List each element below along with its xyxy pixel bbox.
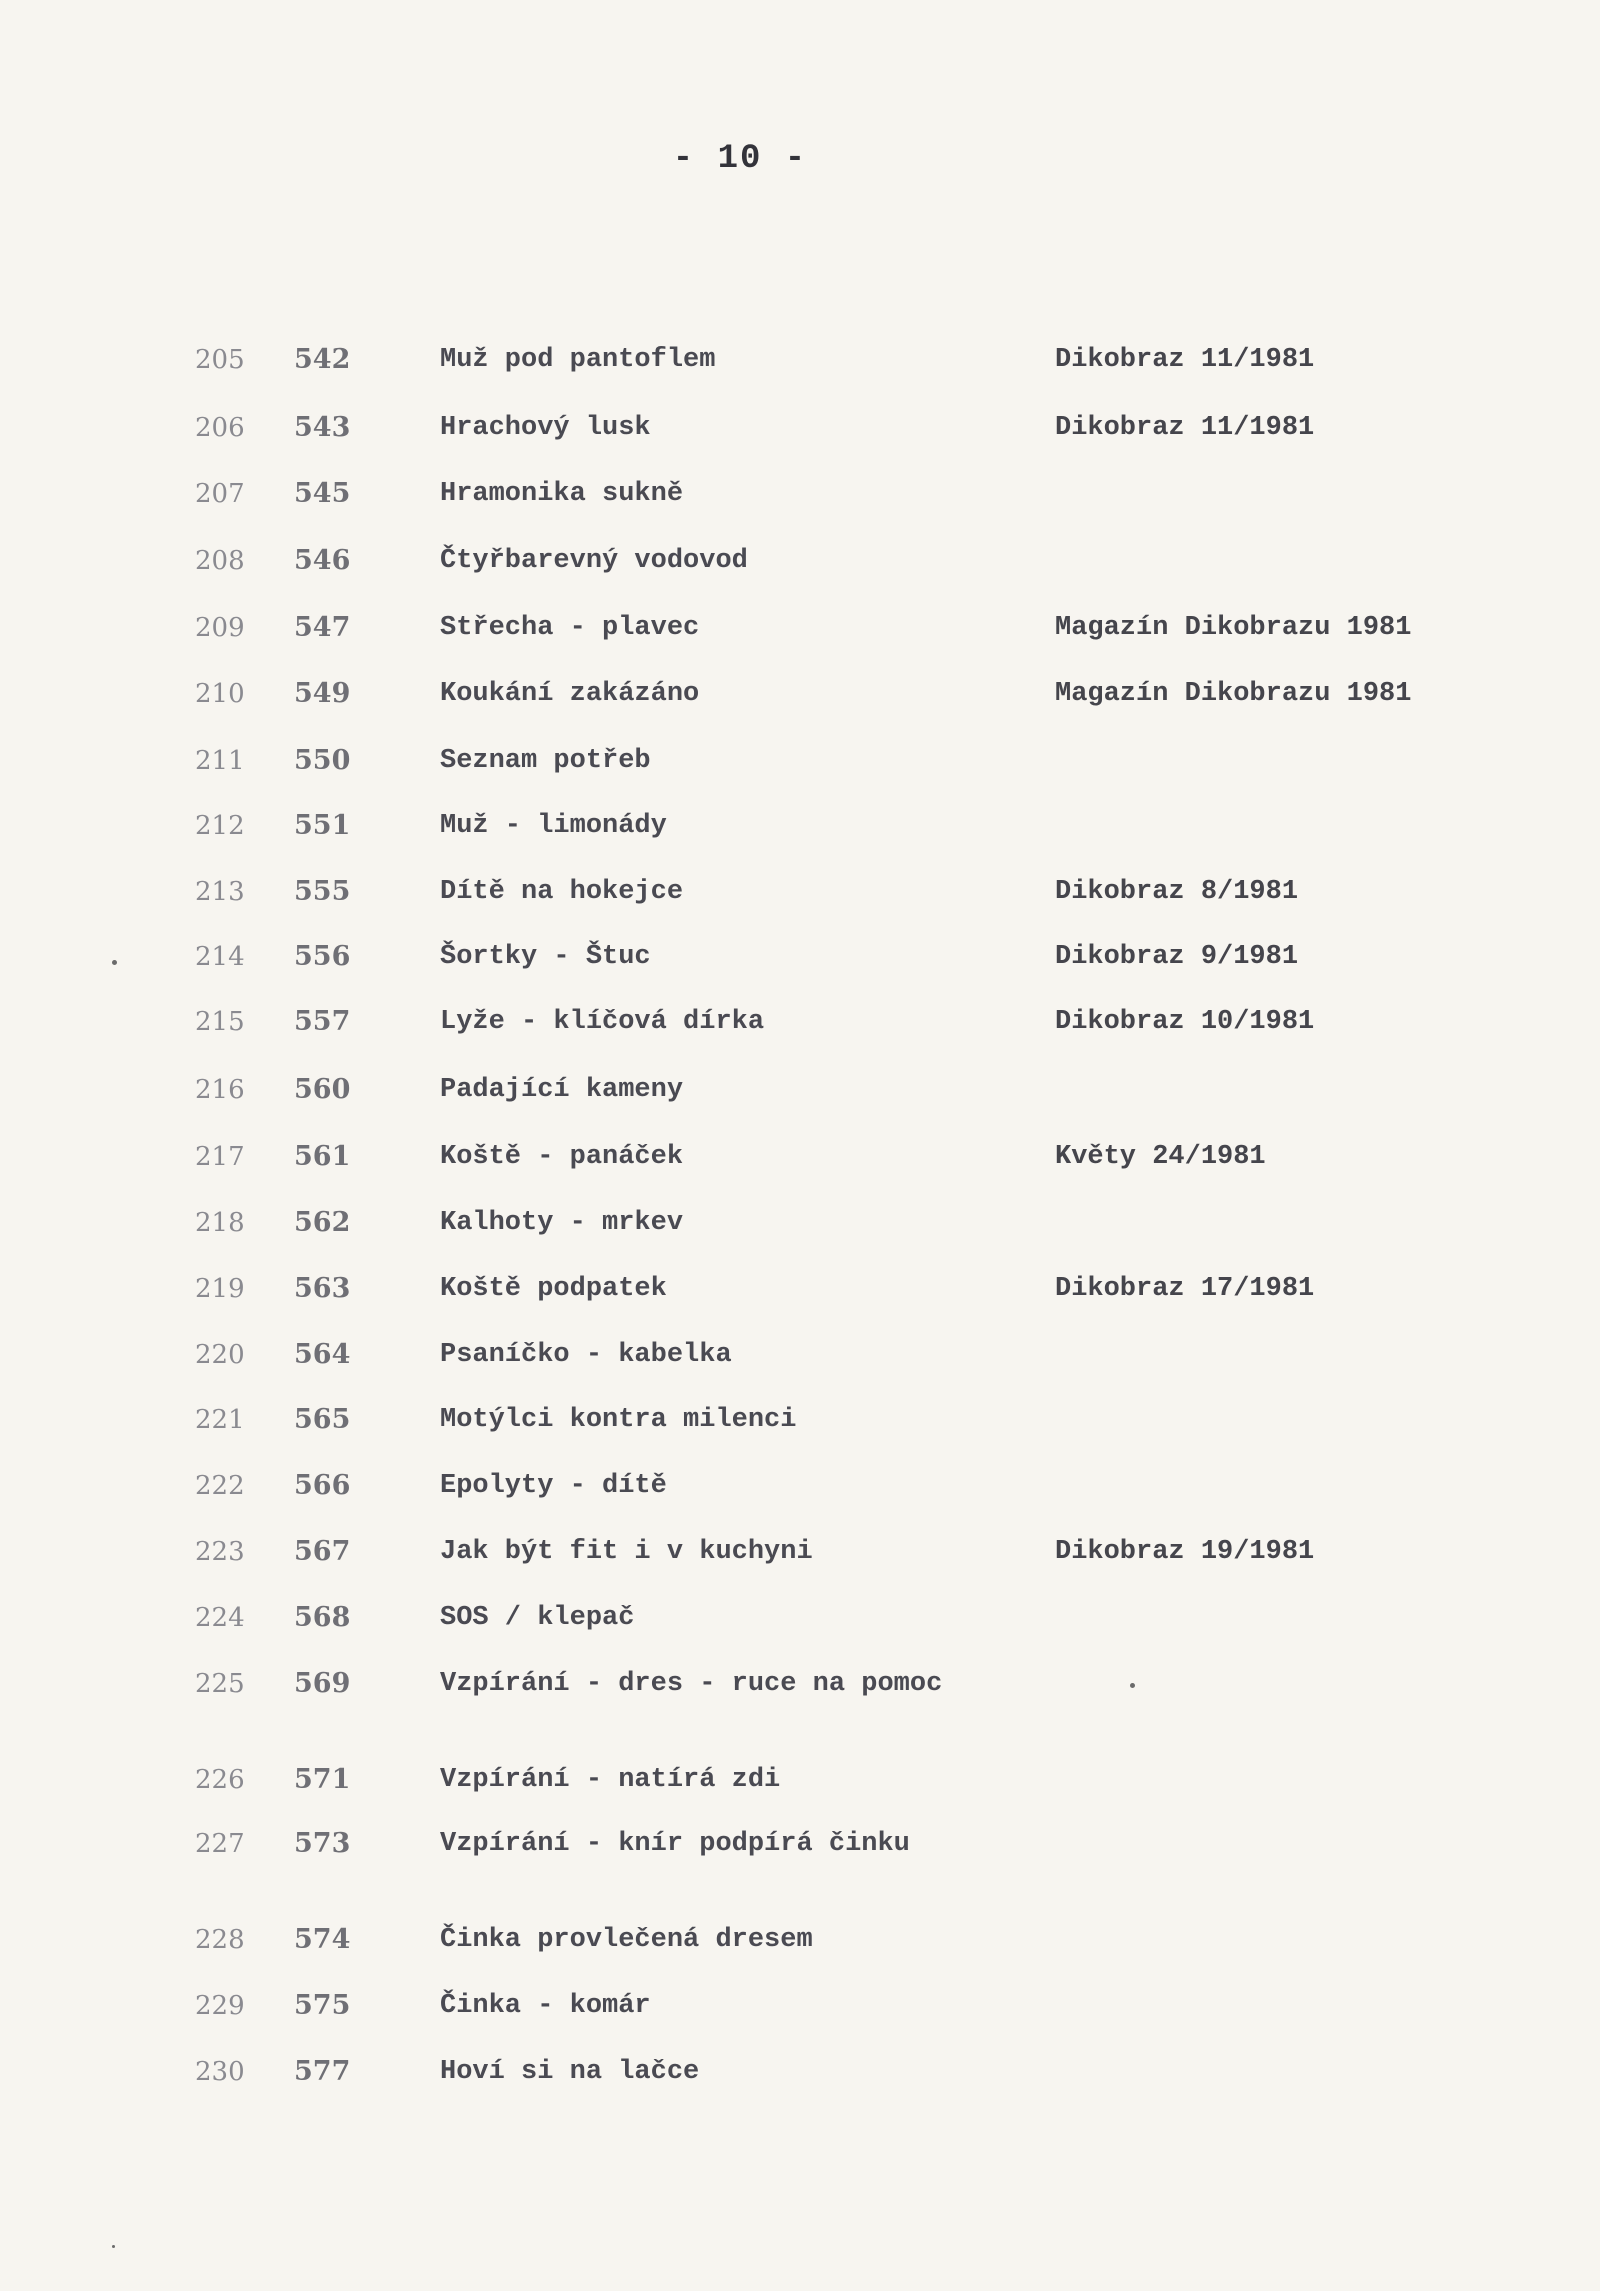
entry-catalog-number: 575 — [294, 1990, 351, 2021]
entry-catalog-number: 545 — [294, 478, 351, 509]
entry-source: Dikobraz 10/1981 — [1055, 1007, 1315, 1037]
entry-sequence-number: 213 — [195, 877, 245, 907]
entry-title: Kalhoty - mrkev — [440, 1208, 684, 1238]
entry-catalog-number: 551 — [294, 810, 351, 841]
entry-title: Muž pod pantoflem — [440, 345, 716, 375]
entry-catalog-number: 542 — [294, 344, 351, 375]
entry-sequence-number: 210 — [195, 679, 245, 709]
entry-source: Magazín Dikobrazu 1981 — [1055, 679, 1412, 709]
entry-row — [0, 1141, 1600, 1201]
entry-row — [0, 745, 1600, 805]
entry-source: Dikobraz 9/1981 — [1055, 942, 1299, 972]
entry-row — [0, 412, 1600, 472]
entry-catalog-number: 577 — [294, 2056, 351, 2087]
entry-title: Jak být fit i v kuchyni — [440, 1537, 813, 1567]
entry-title: Činka provlečená dresem — [440, 1925, 813, 1955]
entry-sequence-number: 205 — [195, 345, 245, 375]
paper-speck — [112, 2245, 115, 2248]
page-number: - 10 - — [672, 140, 808, 178]
entry-sequence-number: 214 — [195, 942, 245, 972]
entry-row — [0, 612, 1600, 672]
entry-row — [0, 1207, 1600, 1267]
entry-title: Vzpírání - dres - ruce na pomoc — [440, 1669, 943, 1699]
entry-row — [0, 1273, 1600, 1333]
entry-sequence-number: 223 — [195, 1537, 245, 1567]
entry-source: Dikobraz 8/1981 — [1055, 877, 1299, 907]
entry-sequence-number: 208 — [195, 546, 245, 576]
entry-row — [0, 1470, 1600, 1530]
entry-row — [0, 2056, 1600, 2116]
entry-catalog-number: 568 — [294, 1602, 351, 1633]
entry-catalog-number: 571 — [294, 1764, 351, 1795]
entry-title: Vzpírání - knír podpírá činku — [440, 1829, 910, 1859]
entry-title: Hrachový lusk — [440, 413, 651, 443]
entry-row — [0, 1074, 1600, 1134]
entry-title: Padající kameny — [440, 1075, 684, 1105]
entry-row — [0, 876, 1600, 936]
entry-catalog-number: 543 — [294, 412, 351, 443]
entry-row — [0, 1668, 1600, 1728]
entry-sequence-number: 211 — [195, 746, 245, 776]
entry-title: Dítě na hokejce — [440, 877, 684, 907]
entry-sequence-number: 215 — [195, 1007, 245, 1037]
entry-sequence-number: 221 — [195, 1405, 245, 1435]
entry-catalog-number: 556 — [294, 941, 351, 972]
entry-title: Psaníčko - kabelka — [440, 1340, 732, 1370]
entry-title: Seznam potřeb — [440, 746, 651, 776]
entry-row — [0, 1990, 1600, 2050]
entry-row — [0, 1006, 1600, 1066]
entry-catalog-number: 546 — [294, 545, 351, 576]
entry-row — [0, 1924, 1600, 1984]
entry-catalog-number: 567 — [294, 1536, 351, 1567]
entry-row — [0, 1536, 1600, 1596]
entry-catalog-number: 557 — [294, 1006, 351, 1037]
entry-sequence-number: 207 — [195, 479, 245, 509]
entry-catalog-number: 562 — [294, 1207, 351, 1238]
entry-row — [0, 545, 1600, 605]
entry-title: Šortky - Štuc — [440, 942, 651, 972]
entry-title: Čtyřbarevný vodovod — [440, 546, 748, 576]
entry-sequence-number: 206 — [195, 413, 245, 443]
entry-row — [0, 478, 1600, 538]
entry-catalog-number: 566 — [294, 1470, 351, 1501]
entry-title: Epolyty - dítě — [440, 1471, 667, 1501]
entry-catalog-number: 560 — [294, 1074, 351, 1105]
entry-title: Koště - panáček — [440, 1142, 684, 1172]
entry-catalog-number: 550 — [294, 745, 351, 776]
entry-sequence-number: 217 — [195, 1142, 245, 1172]
entry-title: Hramonika sukně — [440, 479, 684, 509]
entry-sequence-number: 228 — [195, 1925, 245, 1955]
entry-catalog-number: 565 — [294, 1404, 351, 1435]
entry-source: Magazín Dikobrazu 1981 — [1055, 613, 1412, 643]
entry-row — [0, 344, 1600, 404]
entry-title: Muž - limonády — [440, 811, 667, 841]
entry-row — [0, 1828, 1600, 1888]
entry-sequence-number: 226 — [195, 1765, 245, 1795]
entry-catalog-number: 563 — [294, 1273, 351, 1304]
entry-source: Dikobraz 11/1981 — [1055, 345, 1315, 375]
entry-catalog-number: 561 — [294, 1141, 351, 1172]
entry-sequence-number: 220 — [195, 1340, 245, 1370]
entry-sequence-number: 216 — [195, 1075, 245, 1105]
entry-sequence-number: 212 — [195, 811, 245, 841]
entry-title: Vzpírání - natírá zdi — [440, 1765, 781, 1795]
entry-row — [0, 1339, 1600, 1399]
entry-title: SOS / klepač — [440, 1603, 635, 1633]
entry-title: Lyže - klíčová dírka — [440, 1007, 765, 1037]
entry-catalog-number: 569 — [294, 1668, 351, 1699]
entry-row — [0, 1764, 1600, 1824]
entry-sequence-number: 230 — [195, 2057, 245, 2087]
entry-source: Dikobraz 17/1981 — [1055, 1274, 1315, 1304]
entry-row — [0, 1404, 1600, 1464]
entry-sequence-number: 209 — [195, 613, 245, 643]
entry-source: Květy 24/1981 — [1055, 1142, 1266, 1172]
entry-sequence-number: 219 — [195, 1274, 245, 1304]
entry-source: Dikobraz 11/1981 — [1055, 413, 1315, 443]
entry-sequence-number: 229 — [195, 1991, 245, 2021]
entry-title: Střecha - plavec — [440, 613, 700, 643]
entry-catalog-number: 549 — [294, 678, 351, 709]
entry-row — [0, 810, 1600, 870]
entry-catalog-number: 574 — [294, 1924, 351, 1955]
entry-title: Koukání zakázáno — [440, 679, 700, 709]
entry-title: Činka - komár — [440, 1991, 651, 2021]
entry-sequence-number: 218 — [195, 1208, 245, 1238]
entry-catalog-number: 573 — [294, 1828, 351, 1859]
entry-title: Hoví si na lačce — [440, 2057, 700, 2087]
entry-title: Motýlci kontra milenci — [440, 1405, 797, 1435]
entry-row — [0, 678, 1600, 738]
entry-source: Dikobraz 19/1981 — [1055, 1537, 1315, 1567]
entry-sequence-number: 222 — [195, 1471, 245, 1501]
entry-sequence-number: 225 — [195, 1669, 245, 1699]
entry-title: Koště podpatek — [440, 1274, 667, 1304]
entry-catalog-number: 555 — [294, 876, 351, 907]
entry-catalog-number: 547 — [294, 612, 351, 643]
paper-speck — [112, 960, 117, 965]
entry-row — [0, 1602, 1600, 1662]
entry-row — [0, 941, 1600, 1001]
entry-sequence-number: 227 — [195, 1829, 245, 1859]
entry-catalog-number: 564 — [294, 1339, 351, 1370]
paper-speck — [1130, 1683, 1135, 1688]
entry-sequence-number: 224 — [195, 1603, 245, 1633]
